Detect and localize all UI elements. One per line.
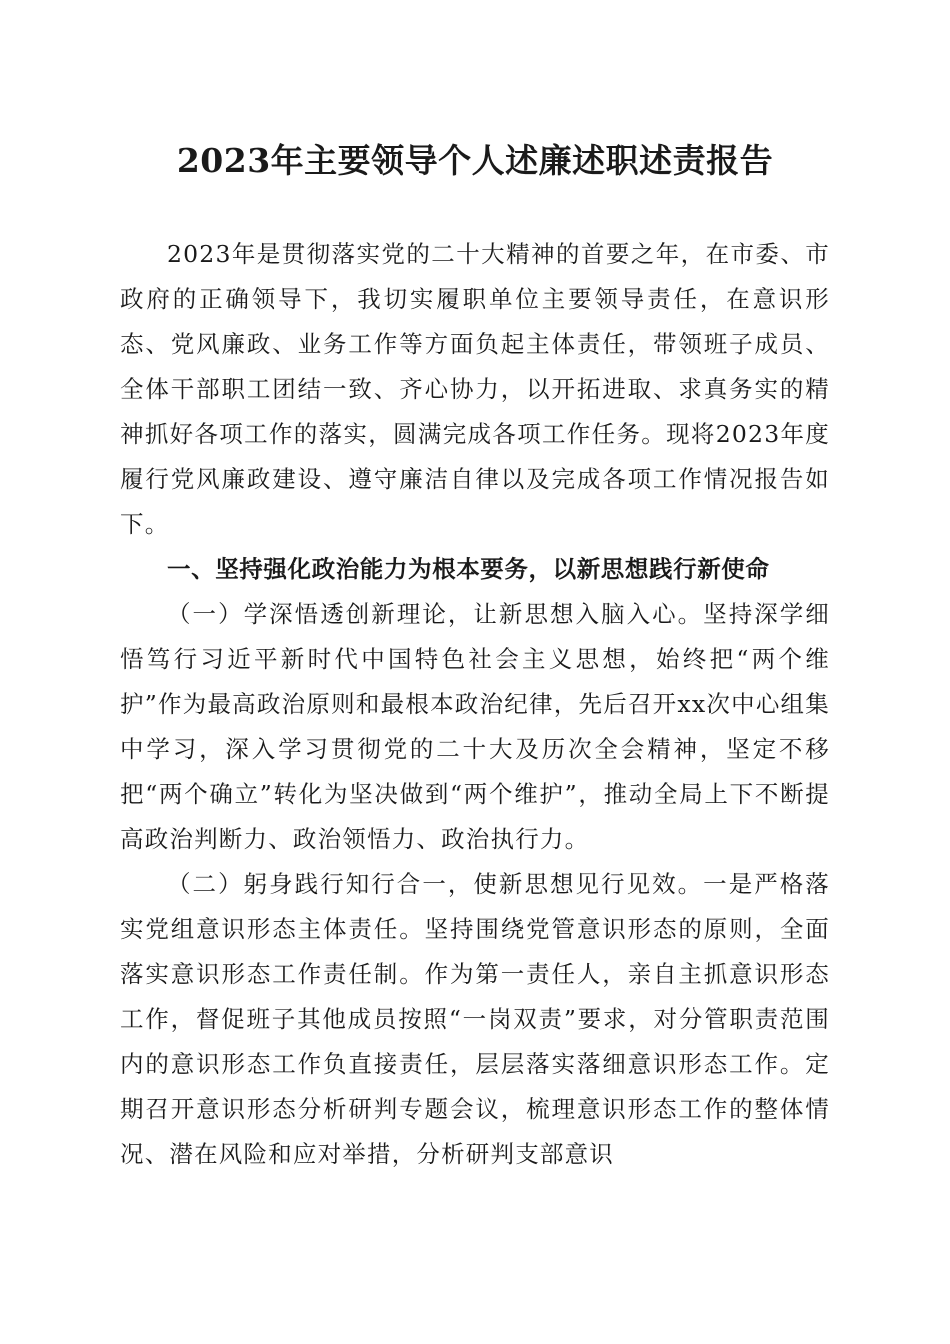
intro-paragraph: 2023年是贯彻落实党的二十大精神的首要之年，在市委、市政府的正确领导下，我切实履职单位主要领导责任，在意识形态、党风廉政、业务工作等方面负起主体责任，带领班子成员、全体干部职工团结一致、齐心协力，以开拓进取、求真务实的精神抓好各项工作的落实，圆满完成各项工作任务。现将2023年度履行党风廉政建设、遵守廉洁自律以及完成各项工作情况报告如下。 [120,240,830,538]
section-heading-1: 一、坚持强化政治能力为根本要务，以新思想践行新使命 [167,555,770,583]
subsection-paragraph-2: （二）躬身践行知行合一，使新思想见行见效。一是严格落实党组意识形态主体责任。坚持围绕党管意识形态的原则，全面落实意识形态工作责任制。作为第一责任人，亲自主抓意识形态工作，督促班子其他成员按照“一岗双责”要求，对分管职责范围内的意识形态工作负直接责任，层层落实落细意识形态工作。定期召开意识形态分析研判专题会议，梳理意识形态工作的整体情况、潜在风险和应对举措，分析研判支部意识 [120,870,830,1168]
document-title: 2023年主要领导个人述廉述职述责报告 [176,141,774,180]
subsection-paragraph-1: （一）学深悟透创新理论，让新思想入脑入心。坚持深学细悟笃行习近平新时代中国特色社会主义思想，始终把“两个维护”作为最高政治原则和最根本政治纪律，先后召开xx次中心组集中学习，深入学习贯彻党的二十大及历次全会精神，坚定不移把“两个确立”转化为坚决做到“两个维护”，推动全局上下不断提高政治判断力、政治领悟力、政治执行力。 [120,600,830,853]
document-body [120,232,830,1177]
